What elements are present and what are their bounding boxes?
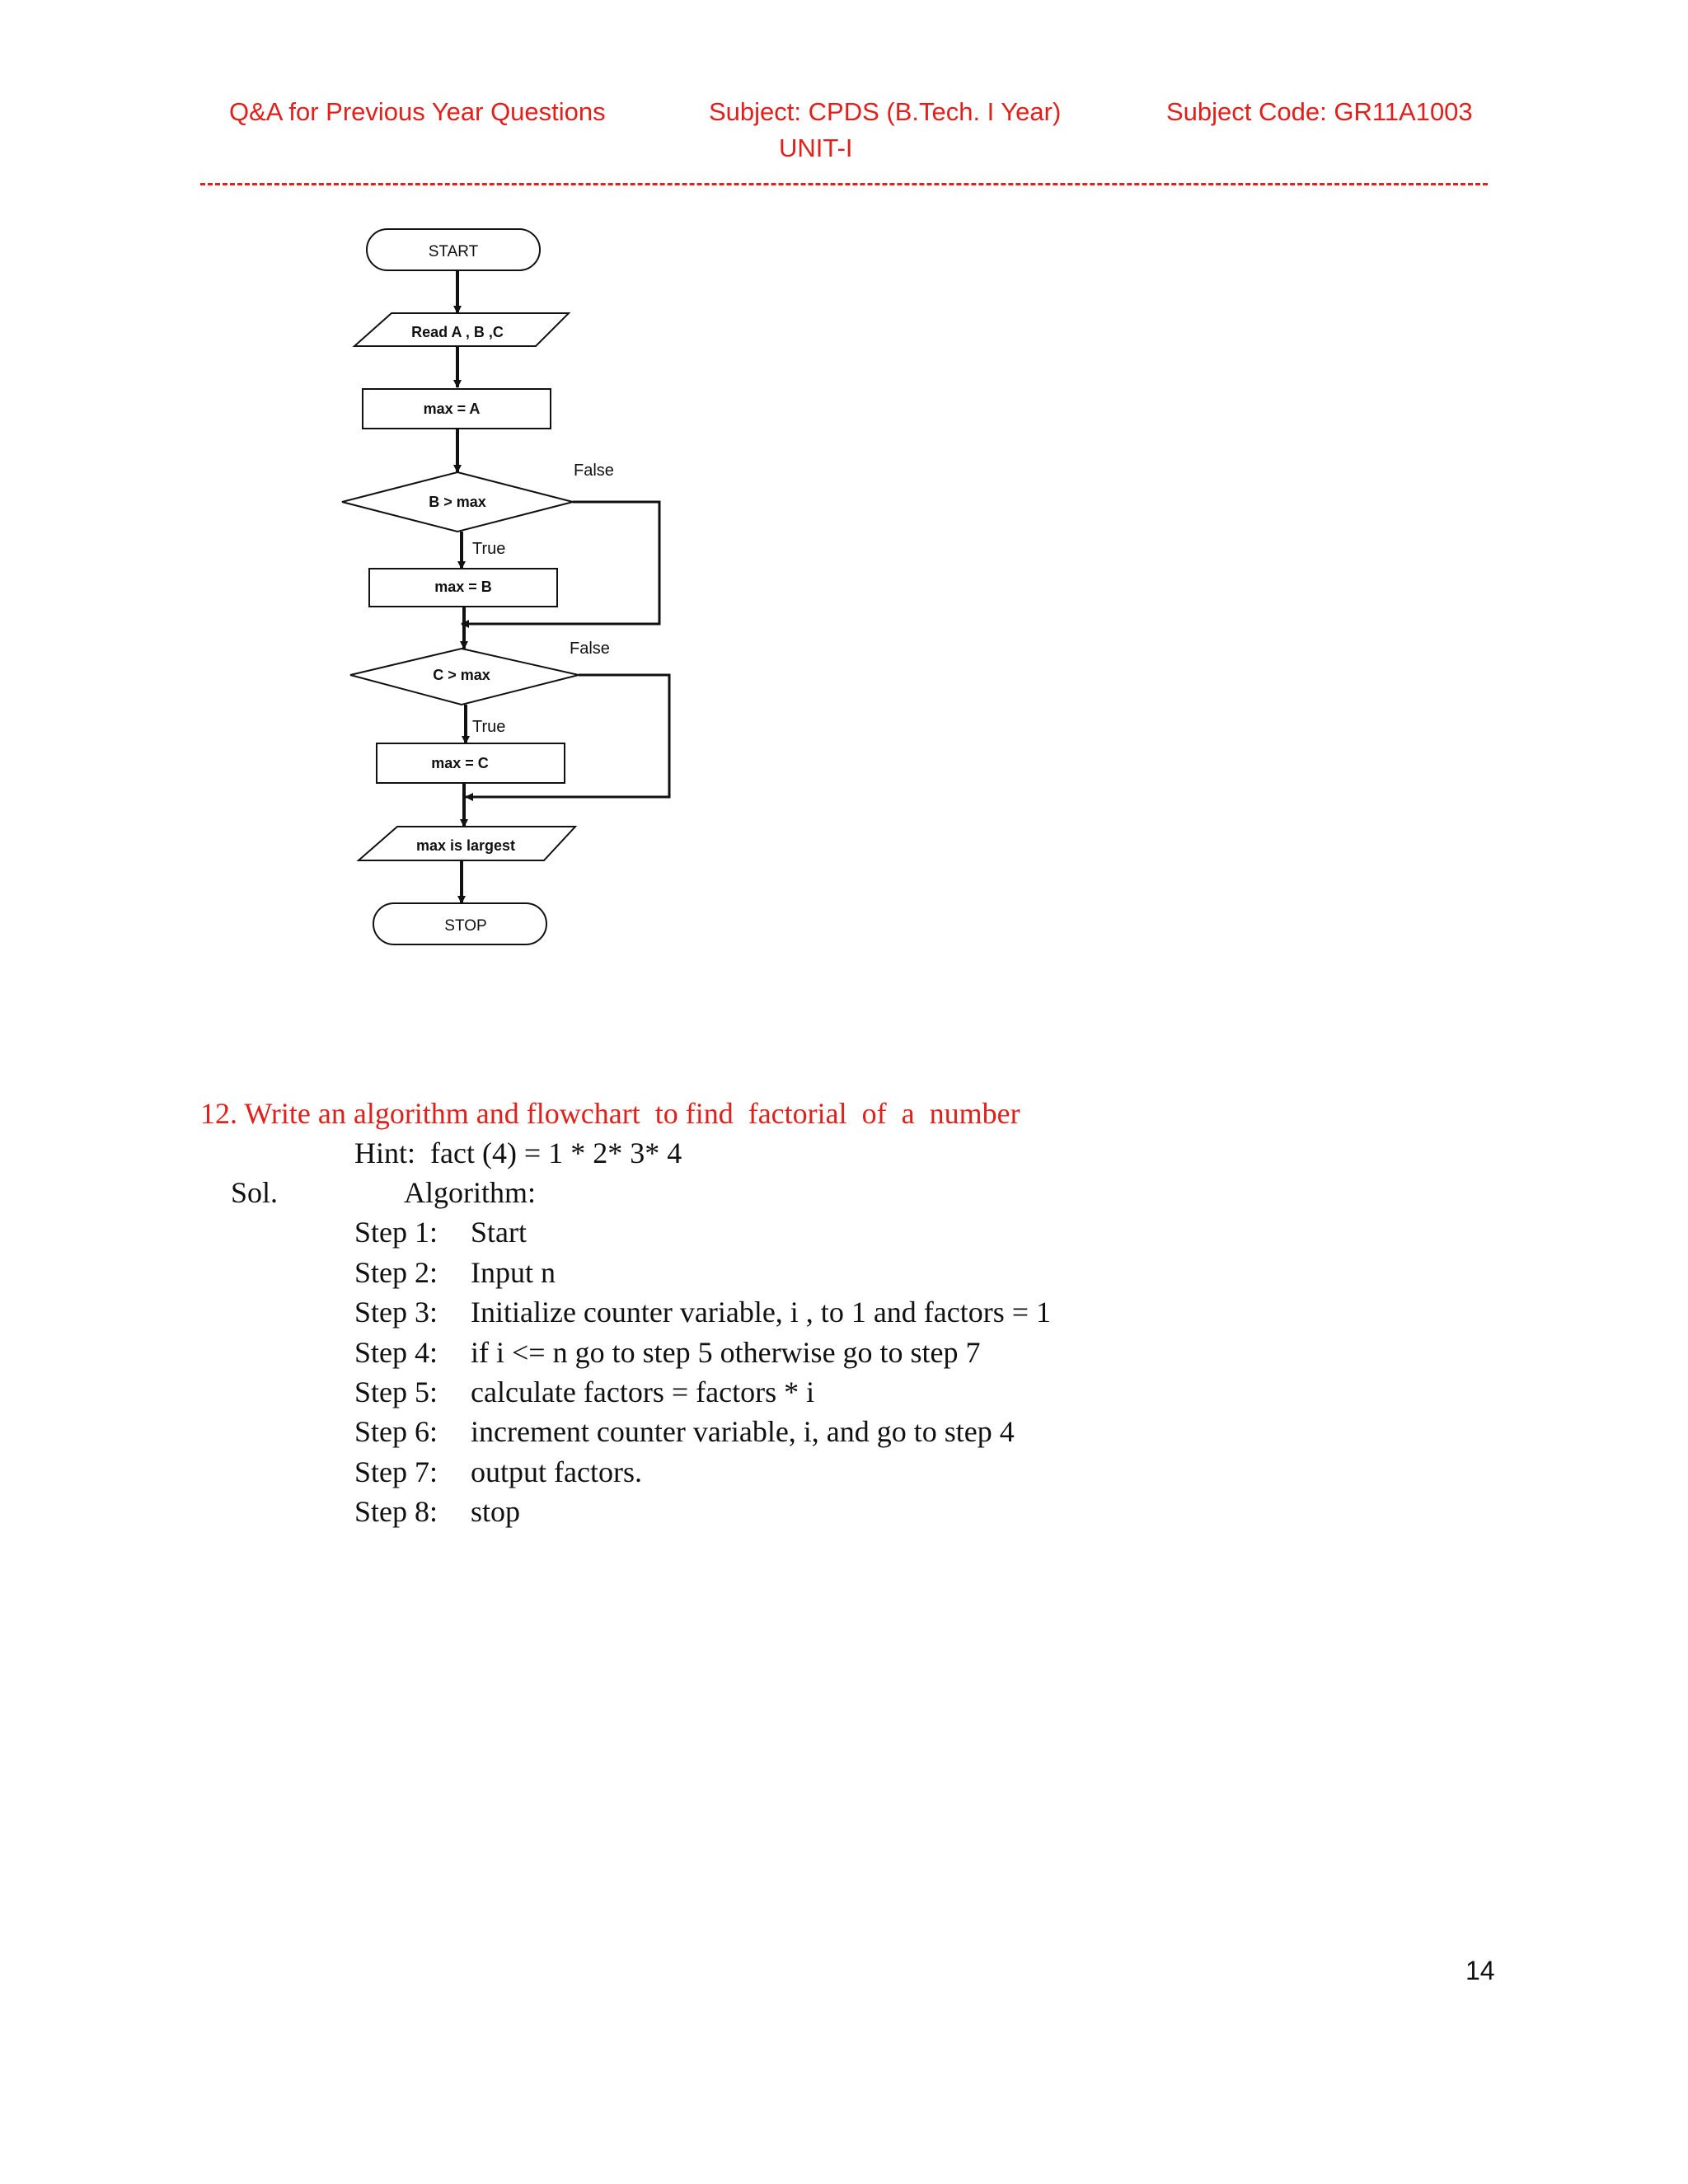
step-text: Input n: [471, 1256, 556, 1289]
algorithm-heading: Algorithm:: [404, 1176, 536, 1209]
solution-label: Sol.: [231, 1176, 279, 1209]
step-label: Step 4:: [354, 1336, 438, 1369]
header-unit: UNIT-I: [779, 134, 853, 162]
page-number: 14: [1465, 1956, 1495, 1985]
flowchart-stop-label: STOP: [444, 917, 487, 935]
flowchart-read-label: Read A , B ,C: [411, 324, 504, 340]
step-text: increment counter variable, i, and go to step 4: [471, 1415, 1015, 1448]
flowchart-decision2-false-label: False: [570, 640, 610, 658]
header-subject-code: Subject Code: GR11A1003: [1166, 97, 1473, 126]
step-label: Step 8:: [354, 1495, 438, 1528]
step-text: if i <= n go to step 5 otherwise go to step 7: [471, 1336, 981, 1369]
flowchart-decision1-false-label: False: [574, 462, 614, 480]
step-label: Step 2:: [354, 1256, 438, 1289]
flowchart-output-label: max is largest: [415, 837, 516, 854]
step-text: Initialize counter variable, i , to 1 and factors = 1: [471, 1296, 1052, 1329]
flowchart-assign2-label: max = C: [431, 755, 489, 771]
step-text: calculate factors = factors * i: [471, 1376, 815, 1408]
header-subject: Subject: CPDS (B.Tech. I Year): [709, 97, 1062, 126]
question-hint: Hint: fact (4) = 1 * 2* 3* 4: [354, 1137, 682, 1169]
step-text: output factors.: [471, 1455, 642, 1488]
header-course-title: Q&A for Previous Year Questions: [229, 97, 606, 126]
flowchart-decision1-label: B > max: [429, 494, 486, 510]
step-label: Step 5:: [354, 1376, 438, 1408]
step-text: Start: [471, 1216, 527, 1249]
step-label: Step 7:: [354, 1455, 438, 1488]
step-label: Step 1:: [354, 1216, 438, 1249]
flowchart-decision2-true-label: True: [472, 718, 506, 736]
flowchart-assign1-label: max = B: [434, 579, 492, 595]
max-of-three-flowchart: [330, 223, 725, 964]
flowchart-decision1-true-label: True: [472, 540, 506, 558]
flowchart-decision2-label: C > max: [433, 667, 490, 683]
question-title: 12. Write an algorithm and flowchart to find factorial of a number: [200, 1097, 1020, 1130]
step-label: Step 3:: [354, 1296, 438, 1329]
header-divider: [200, 183, 1488, 185]
step-text: stop: [471, 1495, 521, 1528]
flowchart-start-label: START: [428, 243, 479, 260]
step-label: Step 6:: [354, 1415, 438, 1448]
flowchart-init-label: max = A: [423, 401, 481, 417]
